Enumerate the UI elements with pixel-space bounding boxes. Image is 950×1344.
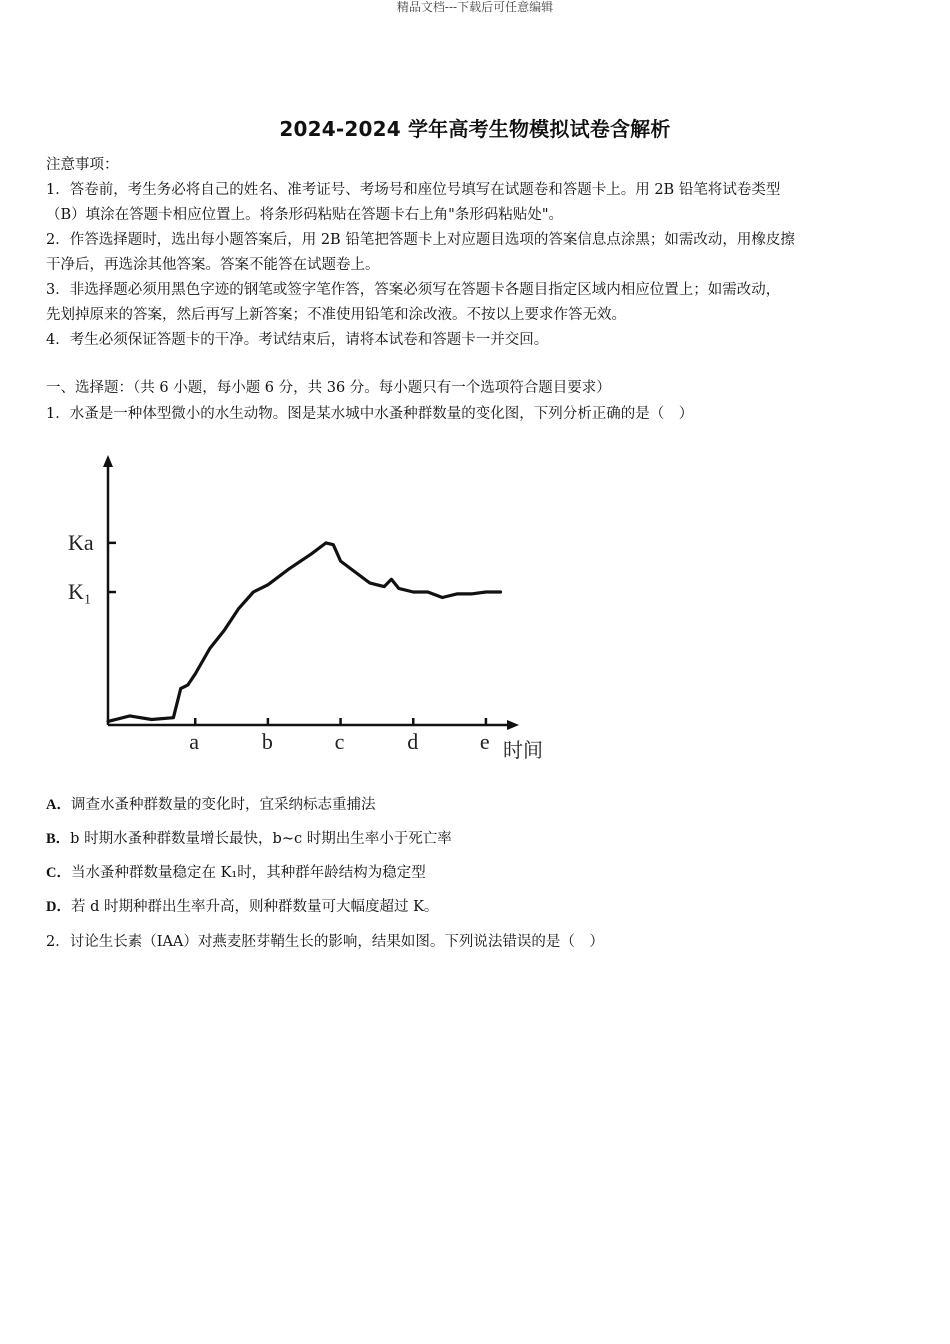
page-header-note: 精品文档---下载后可任意编辑 <box>396 0 554 14</box>
notice-line: 2．作答选择题时，选出每小题答案后，用 2B 铅笔把答题卡上对应题目选项的答案信息点涂黑；如需改动，用橡皮擦 <box>46 232 795 248</box>
x-tick-label-e: e <box>479 729 490 754</box>
option-text: 调查水蚤种群数量的变化时，宜采纳标志重捕法 <box>70 797 376 813</box>
x-axis-label: 时间 <box>503 740 543 762</box>
series-line-0 <box>108 543 501 722</box>
y-axis-arrow <box>103 455 113 467</box>
document-title: 2024-2024 学年高考生物模拟试卷含解析 <box>279 117 671 141</box>
option-letter: C． <box>46 865 71 881</box>
notice-line: 3．非选择题必须用黑色字迹的钢笔或签字笔作答，答案必须写在答题卡各题目指定区域内相应位置上；如需改动， <box>46 282 781 298</box>
notice-line: 干净后，再选涂其他答案。答案不能答在试题卷上。 <box>46 257 380 273</box>
option-c[interactable] <box>46 861 426 882</box>
option-text: 若 d 时期种群出生率升高，则种群数量可大幅度超过 K。 <box>70 899 439 915</box>
y-tick-label-K₁: K₁ <box>68 579 92 605</box>
question-2-stem: 2．讨论生长素（IAA）对燕麦胚芽鞘生长的影响，结果如图。下列说法错误的是（ ） <box>46 934 604 950</box>
option-b[interactable] <box>46 827 452 848</box>
x-tick-label-b: b <box>261 729 273 754</box>
option-letter: D． <box>46 899 71 915</box>
notice-line: 先划掉原来的答案，然后再写上新答案；不准使用铅笔和涂改液。不按以上要求作答无效。 <box>46 307 626 323</box>
option-d[interactable] <box>46 895 438 916</box>
section-title: 一、选择题：（共 6 小题，每小题 6 分，共 36 分。每小题只有一个选项符合题目要求） <box>46 380 611 396</box>
option-a[interactable] <box>46 793 375 814</box>
population-chart-svg <box>60 445 560 775</box>
x-tick-label-d: d <box>407 729 419 754</box>
option-text: 当水蚤种群数量稳定在 K₁时，其种群年龄结构为稳定型 <box>70 865 426 881</box>
population-chart <box>60 445 560 775</box>
notice-line: 1．答卷前，考生务必将自己的姓名、准考证号、考场号和座位号填写在试题卷和答题卡上。用 2B 铅笔将试卷类型 <box>46 182 781 198</box>
question-1-stem: 1．水蚤是一种体型微小的水生动物。图是某水城中水蚤种群数量的变化图，下列分析正确的是（ ） <box>46 406 694 422</box>
notice-heading: 注意事项： <box>46 157 119 173</box>
x-tick-label-a: a <box>189 729 199 754</box>
x-tick-label-c: c <box>334 729 345 754</box>
option-letter: A． <box>46 797 71 813</box>
option-text: b 时期水蚤种群数量增长最快，b~c 时期出生率小于死亡率 <box>70 831 452 847</box>
option-letter: B． <box>46 831 71 847</box>
x-axis-arrow <box>507 720 519 730</box>
notice-line: （B）填涂在答题卡相应位置上。将条形码粘贴在答题卡右上角"条形码粘贴处"。 <box>46 207 563 223</box>
y-tick-label-Ka: Ka <box>68 529 94 555</box>
notice-line: 4．考生必须保证答题卡的干净。考试结束后，请将本试卷和答题卡一并交回。 <box>46 332 549 348</box>
